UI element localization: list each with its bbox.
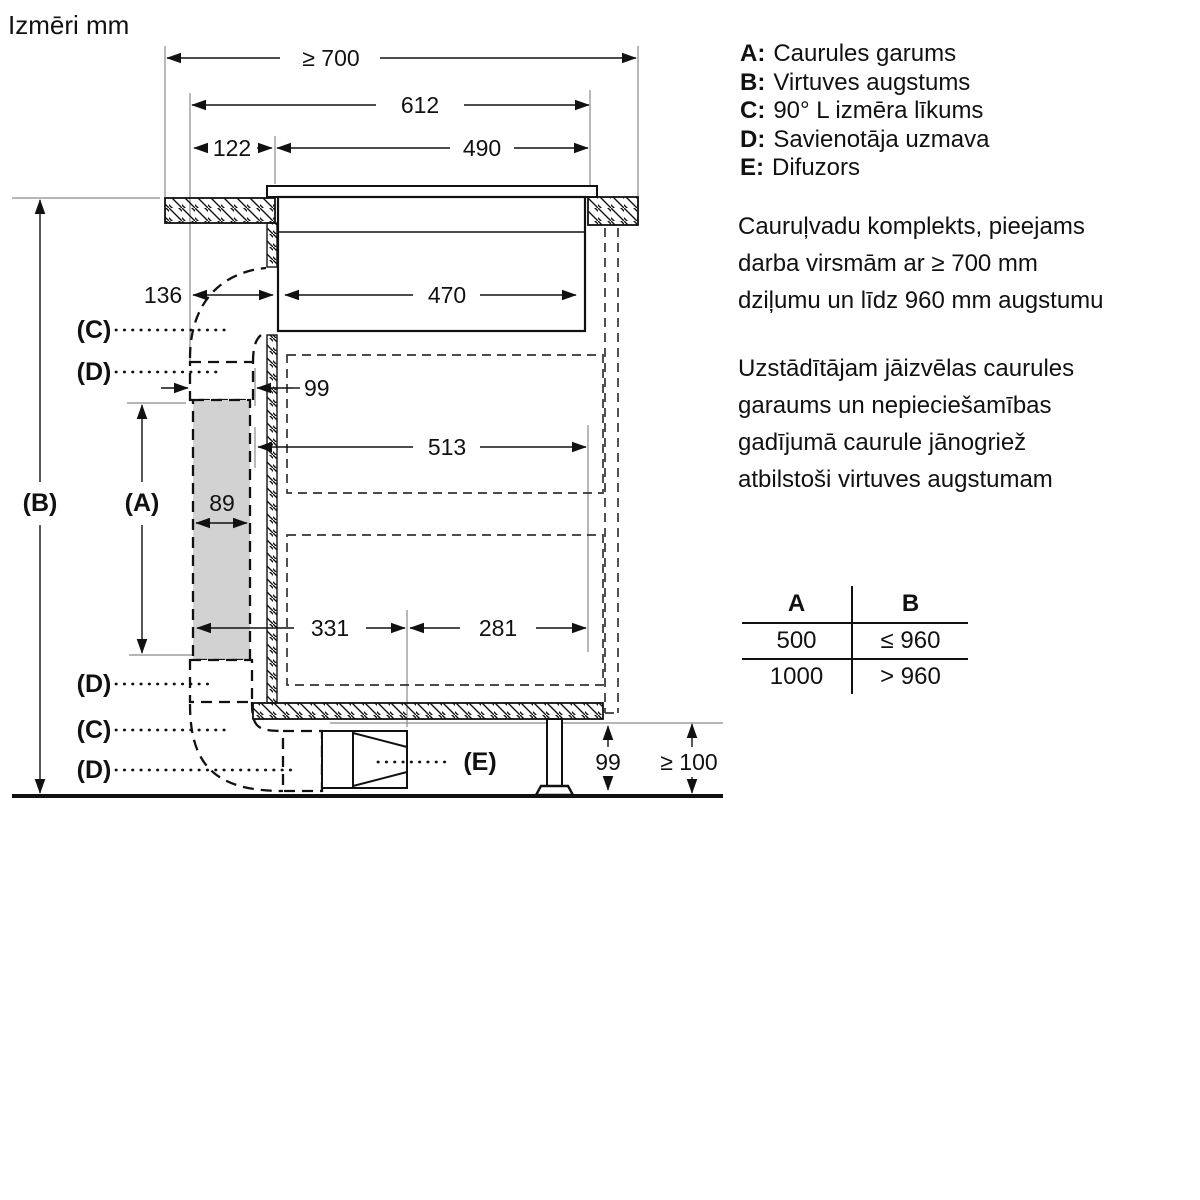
dim-diffuser-height: 99 [595,749,621,775]
table-cell: > 960 [853,658,968,694]
upper-bend-c-inner [253,332,267,362]
hob-glass-plate [267,186,597,197]
dim-hob-width: 470 [427,282,467,308]
dim-bottom-left: 331 [310,615,350,641]
note-installer: Uzstādītājam jāizvēlas caurules garaums un nepieciešamības gadījumā caurule jānogriež atbilstoši virtuves augstumam [738,355,1075,493]
legend-item-e: E: Difuzors [740,154,861,181]
dim-bottom-right: 281 [478,615,518,641]
lower-connector-d [190,660,252,702]
dim-duct-offset: 136 [143,282,183,308]
page-title: Izmēri mm [8,10,130,40]
legend-item-d: D: Savienotāja uzmava [740,125,990,153]
dim-min-clearance: ≥ 100 [660,749,718,775]
pipe-a [193,400,250,660]
dim-connector-width: 99 [304,375,330,401]
dim-duct-width: 89 [209,490,235,516]
dim-left-offset: 122 [212,135,252,161]
length-height-table [742,586,968,694]
cabinet-bottom-panel [253,703,603,719]
back-panel-lower [267,335,277,703]
hob-body [278,197,585,331]
dim-inner-width: 513 [427,434,467,460]
legend-item-b: B: Virtuves augstums [740,68,971,96]
outlet-connector-d [283,731,322,791]
hob [267,186,597,331]
label-bend-c-lower: (C) [76,716,112,744]
table-cell: 500 [742,624,853,658]
back-panel-upper [267,223,277,267]
table-cell: ≤ 960 [880,627,941,654]
legend-item-c: C: 90° L izmēra līkums [740,97,984,124]
table-cell: 1000 [742,658,853,694]
leg-foot [536,786,573,795]
label-pipe-length-a: (A) [124,489,160,517]
installation-diagram [0,0,730,820]
dimensions [40,58,692,793]
dim-right-span: 490 [462,135,502,161]
label-bend-c-upper: (C) [76,316,112,344]
worktop-left [165,198,275,223]
dim-total-width: 612 [400,92,440,118]
label-diffuser-e: (E) [463,748,497,776]
label-connector-d-upper: (D) [76,358,112,386]
legend-item-a: A: Caurules garums [740,40,957,67]
upper-bend-c-outer [190,268,266,358]
dim-min-depth: ≥ 700 [302,45,360,71]
diffuser-e [322,731,407,788]
label-connector-d-outlet: (D) [76,756,112,784]
upper-connector-d [190,362,253,400]
cabinet-leg [536,719,573,795]
label-connector-d-lower: (D) [76,670,112,698]
table-header-a: A [742,586,853,624]
legend [740,40,989,183]
note-pipe-kit: Cauruļvadu komplekts, pieejams darba virsmām ar ≥ 700 mm dziļumu un līdz 960 mm augstumu [738,213,1104,314]
label-kitchen-height-b: (B) [22,489,58,517]
table-header-b: B [853,586,968,624]
worktop-right [588,197,638,225]
